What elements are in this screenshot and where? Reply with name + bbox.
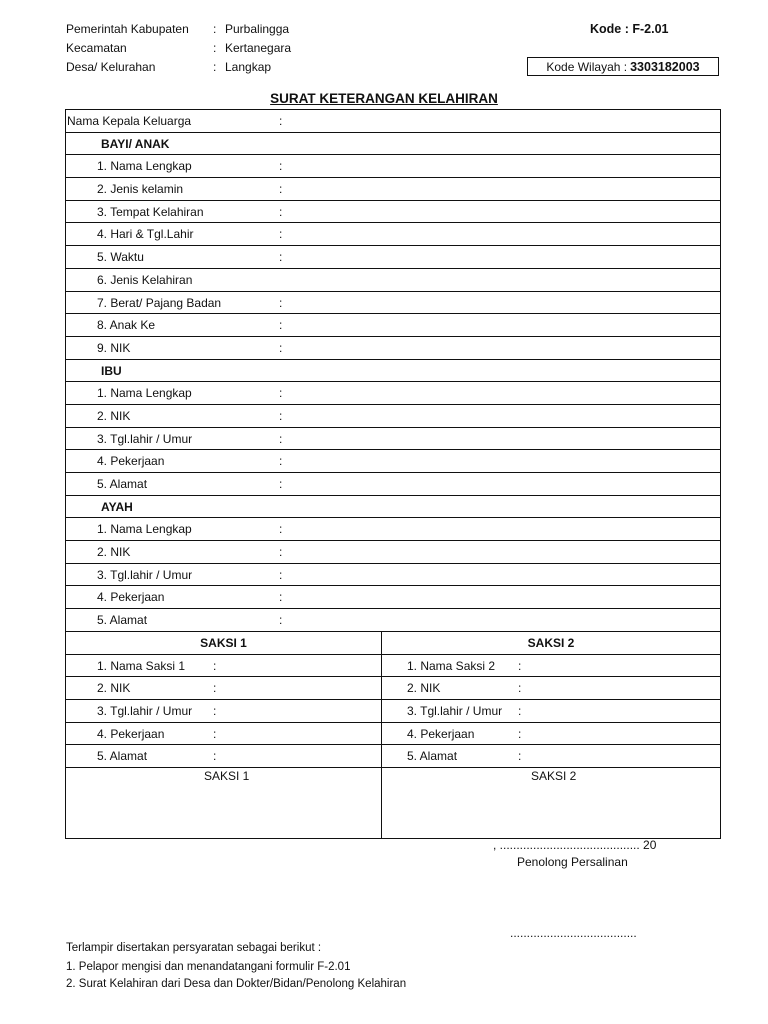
witness-2-field-label: 2. NIK [407,681,441,696]
form-row [66,155,720,178]
column-divider [381,768,382,838]
form-row [66,586,720,609]
field-colon: : [279,431,283,446]
field-label: 9. NIK [97,340,131,355]
header-value-kecamatan: Kertanegara [225,41,292,55]
field-label: 5. Alamat [97,613,148,628]
field-colon: : [279,250,283,265]
header-colon: : [213,41,217,55]
field-colon: : [279,590,283,605]
witness-2-signature-label: SAKSI 2 [531,768,577,783]
column-divider [381,723,382,745]
birth-form-table [65,109,721,839]
field-colon: : [279,386,283,401]
field-colon: : [279,522,283,537]
field-colon: : [518,726,522,741]
field-label: 6. Jenis Kelahiran [97,272,193,287]
column-divider [381,745,382,767]
witness-2-field-label: 5. Alamat [407,749,458,764]
form-row [66,314,720,337]
field-label: 3. Tgl.lahir / Umur [97,567,193,582]
field-colon: : [279,182,283,197]
form-row-kepala-keluarga [66,110,720,133]
section-title: AYAH [101,499,133,514]
field-colon: : [279,318,283,333]
witness-row [66,655,720,678]
form-row [66,292,720,315]
field-colon: : [213,749,217,764]
field-label: 8. Anak Ke [97,318,156,333]
form-code: Kode : F-2.01 [590,22,669,36]
field-label: 5. Waktu [97,250,144,265]
form-row [66,405,720,428]
field-colon: : [279,477,283,491]
field-label: 1. Nama Lengkap [97,522,192,537]
kode-wilayah-value: 3303182003 [630,59,700,74]
field-colon: : [518,749,522,764]
field-colon: : [279,408,283,423]
form-row [66,269,720,292]
witness-1-field-label: 4. Pekerjaan [97,726,165,741]
witness-row [66,677,720,700]
witness-1-field-label: 5. Alamat [97,749,148,764]
kode-wilayah-box [527,57,719,76]
signature-name-line: ...................................... [510,926,637,940]
field-colon: : [279,159,283,174]
field-label: 1. Nama Lengkap [97,386,192,401]
field-label: 7. Berat/ Pajang Badan [97,295,222,310]
field-colon: : [518,681,522,696]
section-title: BAYI/ ANAK [101,136,170,151]
witness-row [66,700,720,723]
field-colon: : [279,227,283,242]
form-row [66,450,720,473]
header-label-kabupaten: Pemerintah Kabupaten [66,22,189,36]
section-heading-ayah [66,496,720,519]
field-colon: : [213,726,217,741]
witness-2-heading: SAKSI 2 [527,635,575,650]
field-colon: : [279,114,283,128]
witness-signature-box [66,768,720,838]
footer-item: 1. Pelapor mengisi dan menandatangani formulir F-2.01 [66,961,351,973]
header-value-desa: Langkap [225,60,272,74]
field-label: 4. Pekerjaan [97,590,165,605]
header-label-kecamatan: Kecamatan [66,41,127,55]
signature-role: Penolong Persalinan [517,855,628,869]
kode-wilayah-label: Kode Wilayah : [546,59,628,74]
header-colon: : [213,60,217,74]
witness-2-field-label: 1. Nama Saksi 2 [407,658,496,673]
form-row [66,609,720,632]
witness-2-field-label: 3. Tgl.lahir / Umur [407,703,503,718]
column-divider [381,677,382,699]
witness-heading-row [66,632,720,655]
field-label: 4. Pekerjaan [97,454,165,469]
witness-2-field-label: 4. Pekerjaan [407,726,475,741]
column-divider [381,700,382,722]
header-label-desa: Desa/ Kelurahan [66,60,156,74]
witness-row [66,745,720,768]
field-colon: : [279,295,283,310]
field-colon: : [279,613,283,628]
field-colon: : [279,567,283,582]
section-heading-ibu [66,360,720,383]
witness-1-field-label: 1. Nama Saksi 1 [97,658,186,673]
form-row [66,201,720,224]
field-label: 4. Hari & Tgl.Lahir [97,227,194,242]
field-colon: : [279,454,283,469]
form-row [66,178,720,201]
field-label: 3. Tgl.lahir / Umur [97,431,193,446]
header-value-kabupaten: Purbalingga [225,22,290,36]
field-colon: : [279,204,283,219]
field-colon: : [279,545,283,560]
field-colon: : [213,703,217,718]
form-row [66,473,720,496]
form-row [66,337,720,360]
form-row [66,246,720,269]
field-colon: : [518,703,522,718]
section-title: IBU [101,363,122,378]
form-row [66,382,720,405]
field-colon: : [518,658,522,673]
field-label: Nama Kepala Keluarga [67,114,192,128]
field-colon: : [213,681,217,696]
field-label: 2. Jenis kelamin [97,182,184,197]
signature-date-line: , .......................................... 20 [493,838,657,852]
field-label: 2. NIK [97,408,131,423]
footer-item: 2. Surat Kelahiran dari Desa dan Dokter/Bidan/Penolong Kelahiran [66,978,407,990]
field-label: 3. Tempat Kelahiran [97,204,204,219]
column-divider [381,655,382,677]
witness-1-signature-label: SAKSI 1 [204,768,250,783]
document-title: SURAT KETERANGAN KELAHIRAN [270,91,498,106]
form-row [66,541,720,564]
header-colon: : [213,22,217,36]
witness-row [66,723,720,746]
witness-1-field-label: 2. NIK [97,681,131,696]
field-colon: : [279,340,283,355]
field-label: 5. Alamat [97,477,148,491]
footer-intro: Terlampir disertakan persyaratan sebagai berikut : [66,942,322,954]
form-row [66,223,720,246]
form-row [66,564,720,587]
field-label: 1. Nama Lengkap [97,159,192,174]
witness-1-field-label: 3. Tgl.lahir / Umur [97,703,193,718]
field-colon: : [213,658,217,673]
form-row [66,518,720,541]
field-label: 2. NIK [97,545,131,560]
section-heading-bayi [66,133,720,156]
form-row [66,428,720,451]
witness-1-heading: SAKSI 1 [66,632,382,654]
